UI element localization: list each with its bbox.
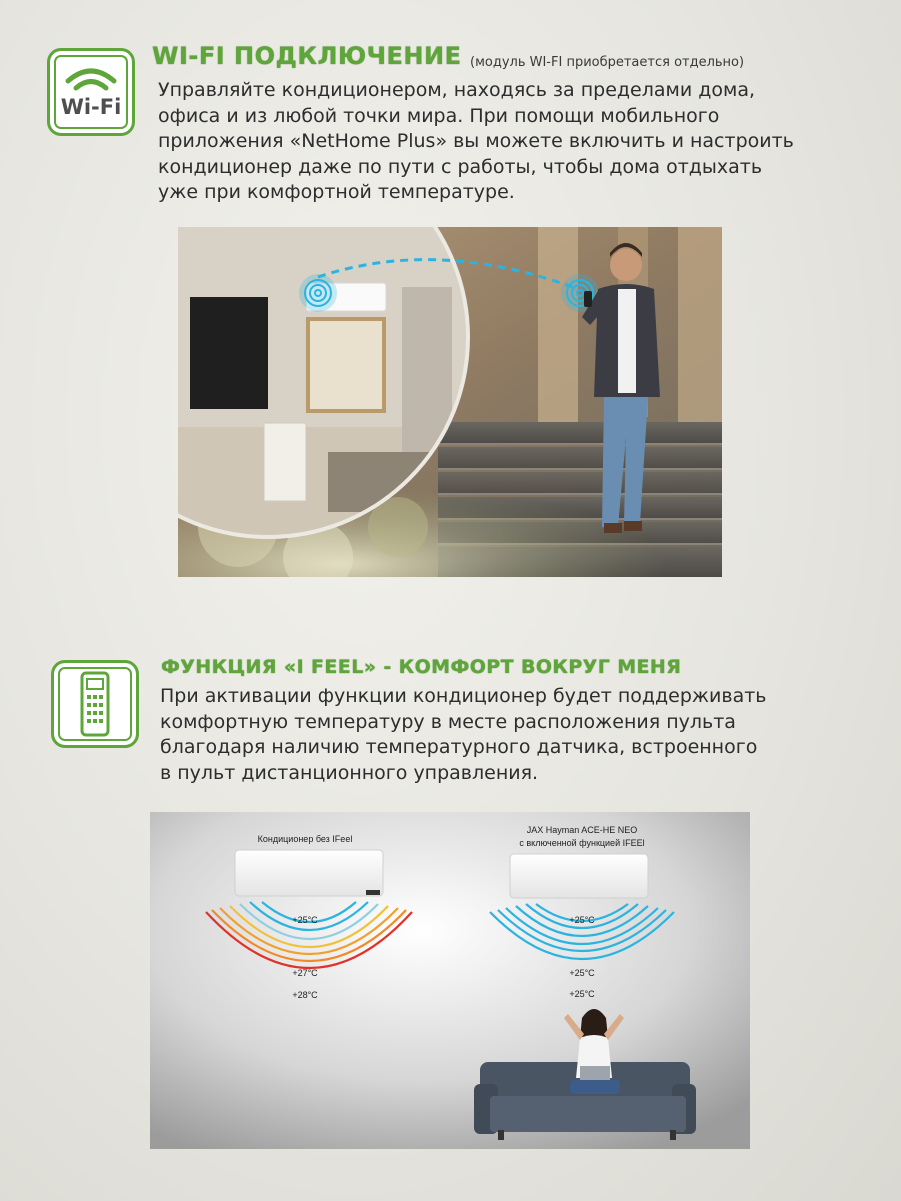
wifi-icon-label: Wi-Fi: [60, 95, 122, 119]
left-temp-2: +27°C: [292, 968, 318, 978]
right-temp-2: +25°C: [569, 968, 595, 978]
right-unit-label-line2: с включенной функцией IFEEl: [519, 838, 645, 848]
ifeel-section-title: ФУНКЦИЯ «I FEEL» - КОМФОРТ ВОКРУГ МЕНЯ: [161, 656, 682, 678]
right-unit-label-line1: JAX Hayman ACE-HE NEO: [526, 825, 638, 835]
left-unit-label: Кондиционер без IFeel: [257, 834, 353, 844]
wifi-section-paragraph: Управляйте кондиционером, находясь за пределами дома, офиса и из любой точки мира. При помощи мобильного приложения «NetHome Plus» вы можете включить и настроить кондиционер даже по пути с работы, чтобы дома отдыхать уже при комфортной температуре.: [158, 79, 794, 203]
wifi-section-note: (модуль WI-FI приобретается отдельно): [470, 55, 745, 70]
ifeel-comparison-illustration: [150, 812, 750, 1149]
wifi-section-title: WI-FI ПОДКЛЮЧЕНИЕ: [152, 42, 462, 70]
remote-control-icon: [51, 660, 139, 748]
wifi-illustration-photo: [178, 227, 722, 577]
right-temp-3: +25°C: [569, 989, 595, 999]
right-temp-1: +25°C: [569, 915, 595, 925]
left-temp-1: +25°C: [292, 915, 318, 925]
wifi-icon: [47, 48, 135, 136]
left-temp-3: +28°C: [292, 990, 318, 1000]
ifeel-section-paragraph: При активации функции кондиционер будет поддерживать комфортную температуру в месте расположения пульта благодаря наличию температурного датчика, встроенного в пульт дистанционного управления.: [160, 685, 767, 784]
